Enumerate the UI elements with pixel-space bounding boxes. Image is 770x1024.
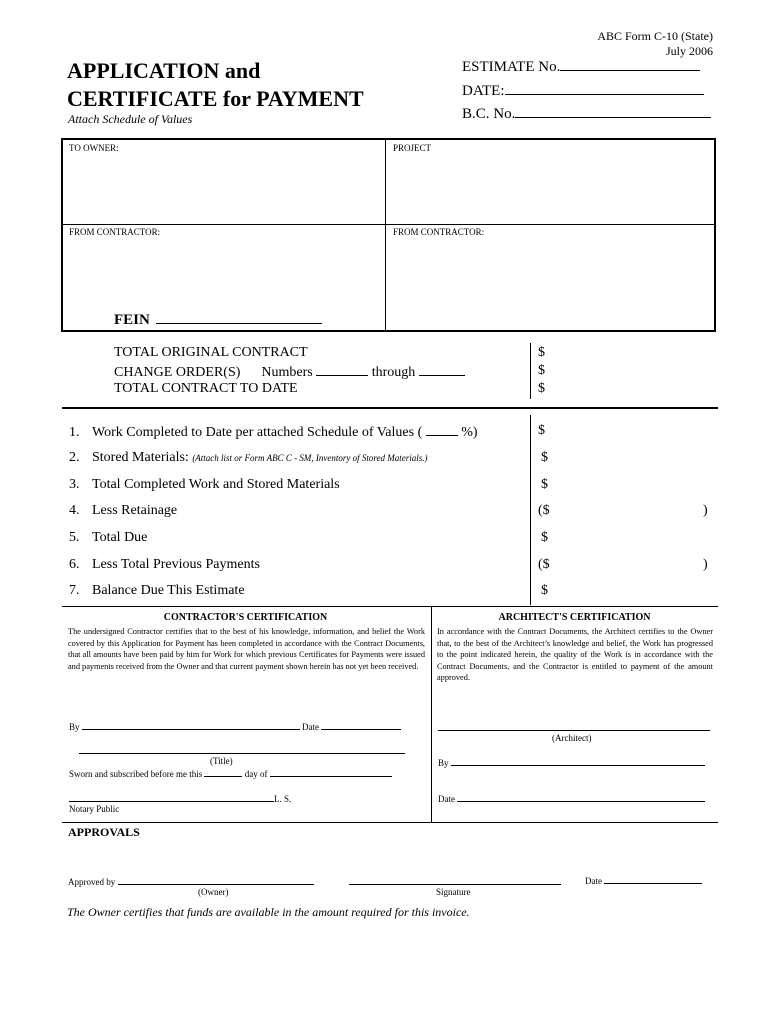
form-id-block: [597, 29, 713, 59]
notary-seal-row: [69, 793, 291, 804]
cert-divider: [431, 607, 432, 823]
item-row: [69, 450, 428, 466]
approval-date-field[interactable]: [604, 875, 702, 884]
item-amount[interactable]: $: [541, 583, 548, 598]
contractor-by-label: By: [69, 722, 80, 732]
approved-by-row: [68, 876, 314, 887]
parties-divider-vertical: [385, 140, 386, 330]
approval-date-row: [585, 875, 702, 886]
architect-date-field[interactable]: [457, 793, 705, 802]
item-note: (Attach list or Form ABC C - SM, Inventory of Stored Materials.): [192, 453, 428, 463]
totals-divider: [530, 343, 531, 399]
architect-cert-heading: ARCHITECT'S CERTIFICATION: [498, 612, 651, 623]
item-number: 7.: [69, 583, 80, 598]
item-row: [69, 583, 245, 599]
item-label: Work Completed to Date per attached Schedule of Values: [92, 425, 415, 440]
item-label: Less Retainage: [92, 503, 178, 518]
item-number: 6.: [69, 557, 80, 572]
form-date: July 2006: [665, 44, 713, 58]
bc-number-row: [462, 105, 711, 123]
approved-by-label: Approved by: [68, 877, 116, 887]
items-divider: [530, 415, 531, 605]
approval-date-label: Date: [585, 876, 602, 886]
item-label: Total Completed Work and Stored Materials: [92, 477, 340, 492]
item-number: 2.: [69, 450, 80, 465]
items-bottom-rule: [62, 606, 718, 607]
owner-label: (Owner): [198, 887, 229, 897]
fein-field[interactable]: [156, 309, 322, 324]
architect-cert-body: In accordance with the Contract Documents, the Architect certifies to the Owner that, to the best of the Architect’s knowledge and belief, the Work has progressed to the point indicated herein, the quality of the Work is in accordance with the Contract Documents, and the Contractor is entitled to payment of the amount approved.: [437, 627, 713, 682]
percent-complete-field[interactable]: [426, 423, 458, 436]
contractor-cert-body: The undersigned Contractor certifies that to the best of his knowledge, information, and belief the Work covered by this Application for Payment has been completed in accordance with the Contract Documents, that all amounts have been paid by him for Work for which previous Certificates for Payments were issued and payments received from the Owner and that current payment shown herein has not yet been received.: [68, 627, 425, 671]
contractor-title-label: (Title): [210, 756, 233, 766]
item-number: 5.: [69, 530, 80, 545]
change-orders-amount[interactable]: $: [538, 363, 545, 378]
percent-close: %): [461, 425, 478, 440]
approvals-heading: APPROVALS: [68, 825, 140, 839]
total-contract-to-date: TOTAL CONTRACT TO DATE: [114, 381, 298, 396]
item-row: [69, 477, 340, 493]
architect-date-label: Date: [438, 794, 455, 804]
total-original-contract: TOTAL ORIGINAL CONTRACT: [114, 345, 308, 360]
item-amount[interactable]: $: [541, 450, 548, 465]
from-contractor-label-left: FROM CONTRACTOR:: [69, 227, 161, 237]
fein-row: [114, 309, 322, 329]
item-number: 3.: [69, 477, 80, 492]
owner-funds-note: The Owner certifies that funds are available in the amount required for this invoice.: [67, 905, 470, 919]
numbers-label: Numbers: [261, 365, 313, 380]
parties-divider-horizontal: [63, 224, 714, 225]
item-amount[interactable]: $: [541, 477, 548, 492]
contractor-title-field[interactable]: [79, 753, 405, 754]
to-date-amount[interactable]: $: [538, 381, 545, 396]
notary-signature-field[interactable]: [69, 793, 274, 802]
contractor-signature-field[interactable]: [82, 721, 300, 730]
signature-field[interactable]: [349, 884, 561, 885]
item-amount[interactable]: ($: [538, 557, 550, 572]
page-title-line2: CERTIFICATE for PAYMENT: [67, 86, 364, 111]
percent-open: (: [417, 425, 423, 440]
sworn-day-field[interactable]: [204, 768, 242, 777]
date-field[interactable]: [505, 82, 704, 95]
through-label: through: [371, 365, 416, 380]
date-row: [462, 82, 704, 100]
notary-public-label: Notary Public: [69, 804, 120, 814]
signature-label: Signature: [436, 887, 471, 897]
architect-by-row: [438, 757, 705, 768]
fein-label: FEIN: [114, 312, 150, 328]
date-label: DATE:: [462, 83, 505, 99]
item-row: [69, 557, 260, 573]
project-label: PROJECT: [393, 143, 432, 153]
item-label: Total Due: [92, 530, 148, 545]
item-amount[interactable]: $: [541, 530, 548, 545]
original-amount[interactable]: $: [538, 345, 545, 360]
change-orders-through-field[interactable]: [419, 363, 465, 376]
item-label: Less Total Previous Payments: [92, 557, 260, 572]
architect-date-row: [438, 793, 705, 804]
item-close-paren: ): [703, 557, 708, 572]
change-orders-row: [114, 363, 465, 381]
page-subtitle: Attach Schedule of Values: [68, 112, 193, 126]
item-amount[interactable]: $: [538, 423, 545, 438]
architect-label: (Architect): [552, 733, 592, 743]
sworn-row: [69, 768, 392, 779]
owner-approval-field[interactable]: [118, 876, 314, 885]
estimate-number-field[interactable]: [560, 58, 700, 71]
ls-label: L. S.: [274, 794, 292, 804]
estimate-number-row: [462, 58, 700, 76]
item-close-paren: ): [703, 503, 708, 518]
contractor-date-label: Date: [302, 722, 320, 732]
parties-box: [61, 138, 716, 332]
from-contractor-label-right: FROM CONTRACTOR:: [393, 227, 485, 237]
bc-number-field[interactable]: [515, 105, 711, 118]
item-number: 4.: [69, 503, 80, 518]
contractor-by-row: [69, 721, 401, 732]
item-row: [69, 530, 147, 546]
contractor-date-field[interactable]: [321, 721, 401, 730]
item-label: Stored Materials:: [92, 450, 189, 465]
bc-number-label: B.C. No.: [462, 106, 516, 122]
change-orders-label: CHANGE ORDER(S): [114, 365, 241, 380]
to-owner-label: TO OWNER:: [69, 143, 119, 153]
architect-signature-field[interactable]: [438, 730, 710, 731]
form-id: ABC Form C-10 (State): [597, 29, 713, 43]
architect-by-label: By: [438, 758, 449, 768]
sworn-month-field[interactable]: [270, 768, 392, 777]
totals-bottom-rule: [62, 407, 718, 409]
cert-bottom-rule: [62, 822, 718, 823]
estimate-number-label: ESTIMATE No.: [462, 59, 561, 75]
item-row: [69, 423, 478, 441]
change-orders-from-field[interactable]: [316, 363, 368, 376]
sworn-label: Sworn and subscribed before me this: [69, 769, 203, 779]
item-number: 1.: [69, 425, 80, 440]
page-title-line1: APPLICATION and: [67, 58, 261, 83]
item-row: [69, 503, 177, 519]
item-amount[interactable]: ($: [538, 503, 550, 518]
contractor-cert-heading: CONTRACTOR'S CERTIFICATION: [163, 612, 328, 623]
day-of-label: day of: [244, 769, 268, 779]
item-label: Balance Due This Estimate: [92, 583, 245, 598]
architect-by-field[interactable]: [451, 757, 705, 766]
